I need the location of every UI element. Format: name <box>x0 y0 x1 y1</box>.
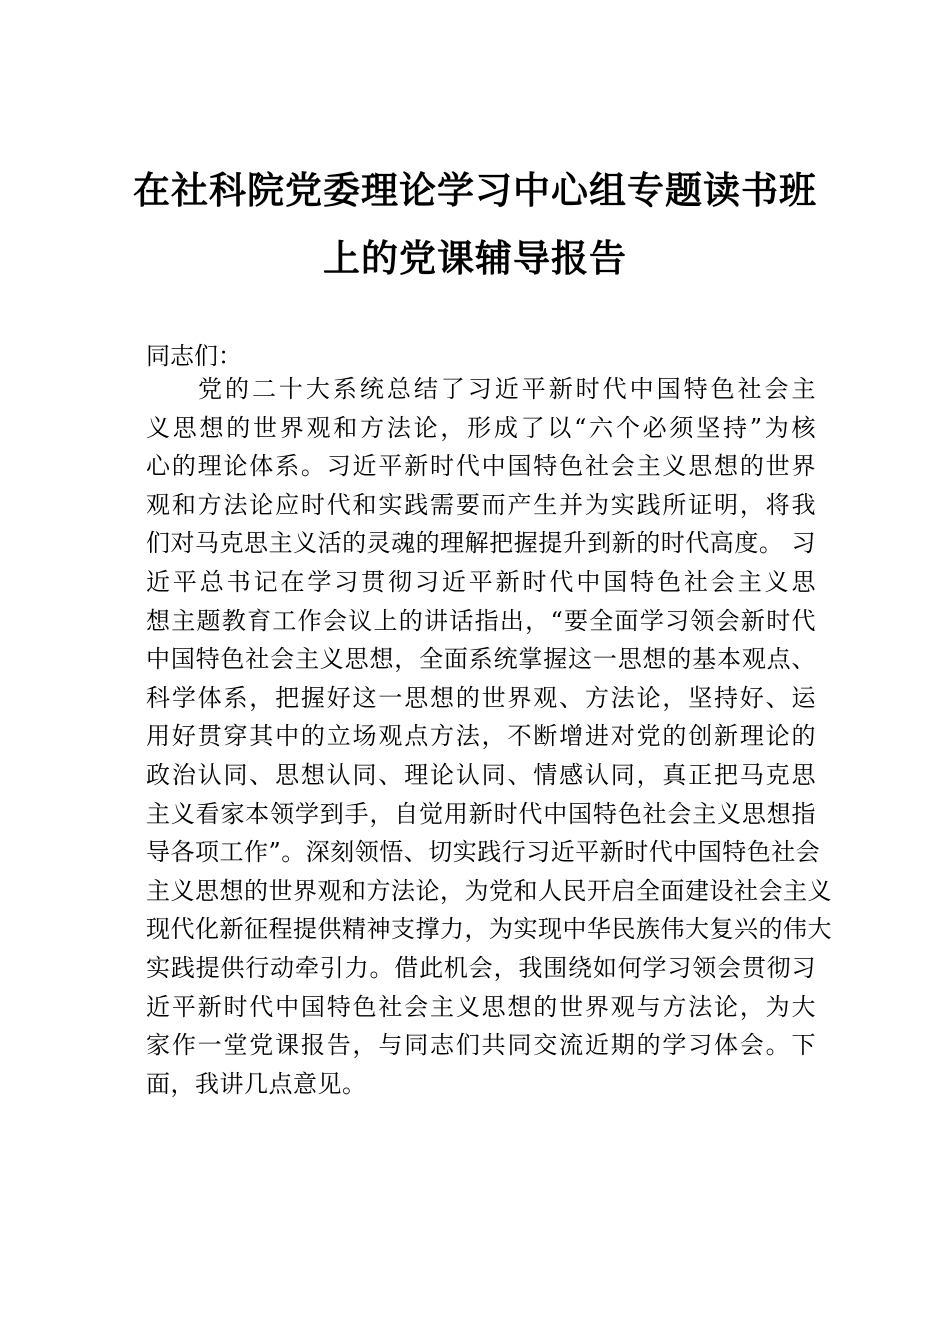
paragraph-line: 家作一堂党课报告，与同志们共同交流近期的学习体会。下 <box>146 1031 816 1060</box>
paragraph-line: 观和方法论应时代和实践需要而产生并为实践所证明，将我 <box>146 490 816 519</box>
document-title-line-2: 上的党课辅导报告 <box>323 237 627 280</box>
paragraph-line: 想主题教育工作会议上的讲话指出，“要全面学习领会新时代 <box>146 606 816 635</box>
paragraph-line: 用好贯穿其中的立场观点方法，不断增进对党的创新理论的 <box>146 722 816 751</box>
paragraph-line: 近平新时代中国特色社会主义思想的世界观与方法论，为大 <box>146 992 816 1021</box>
body-paragraph <box>146 370 832 1103</box>
paragraph-line: 主义思想的世界观和方法论，为党和人民开启全面建设社会主义 <box>146 876 832 905</box>
paragraph-line: 实践提供行动牵引力。借此机会，我围绕如何学习领会贯彻习 <box>146 953 816 982</box>
paragraph-line: 科学体系，把握好这一思想的世界观、方法论，坚持好、运 <box>146 683 816 712</box>
paragraph-line: 中国特色社会主义思想，全面系统掌握这一思想的基本观点、 <box>146 645 816 674</box>
paragraph-line: 党的二十大系统总结了习近平新时代中国特色社会主 <box>198 375 816 403</box>
paragraph-line: 导各项工作”。深刻领悟、切实践行习近平新时代中国特色社会 <box>146 838 821 867</box>
paragraph-line: 现代化新征程提供精神支撑力，为实现中华民族伟大复兴的伟大 <box>146 915 832 944</box>
salutation: 同志们： <box>146 342 242 370</box>
paragraph-line: 政治认同、思想认同、理论认同、情感认同，真正把马克思 <box>146 760 816 789</box>
paragraph-line: 义思想的世界观和方法论，形成了以“六个必须坚持”为核 <box>146 413 816 442</box>
paragraph-line: 心的理论体系。习近平新时代中国特色社会主义思想的世界 <box>146 452 816 481</box>
paragraph-line: 主义看家本领学到手，自觉用新时代中国特色社会主义思想指 <box>146 799 816 828</box>
paragraph-line: 近平总书记在学习贯彻习近平新时代中国特色社会主义思 <box>146 567 816 596</box>
paragraph-line: 面，我讲几点意见。 <box>146 1069 367 1098</box>
paragraph-line: 们对马克思主义活的灵魂的理解把握提升到新的时代高度。 习 <box>146 529 816 558</box>
document-title-line-1: 在社科院党委理论学习中心组专题读书班 <box>133 169 817 212</box>
